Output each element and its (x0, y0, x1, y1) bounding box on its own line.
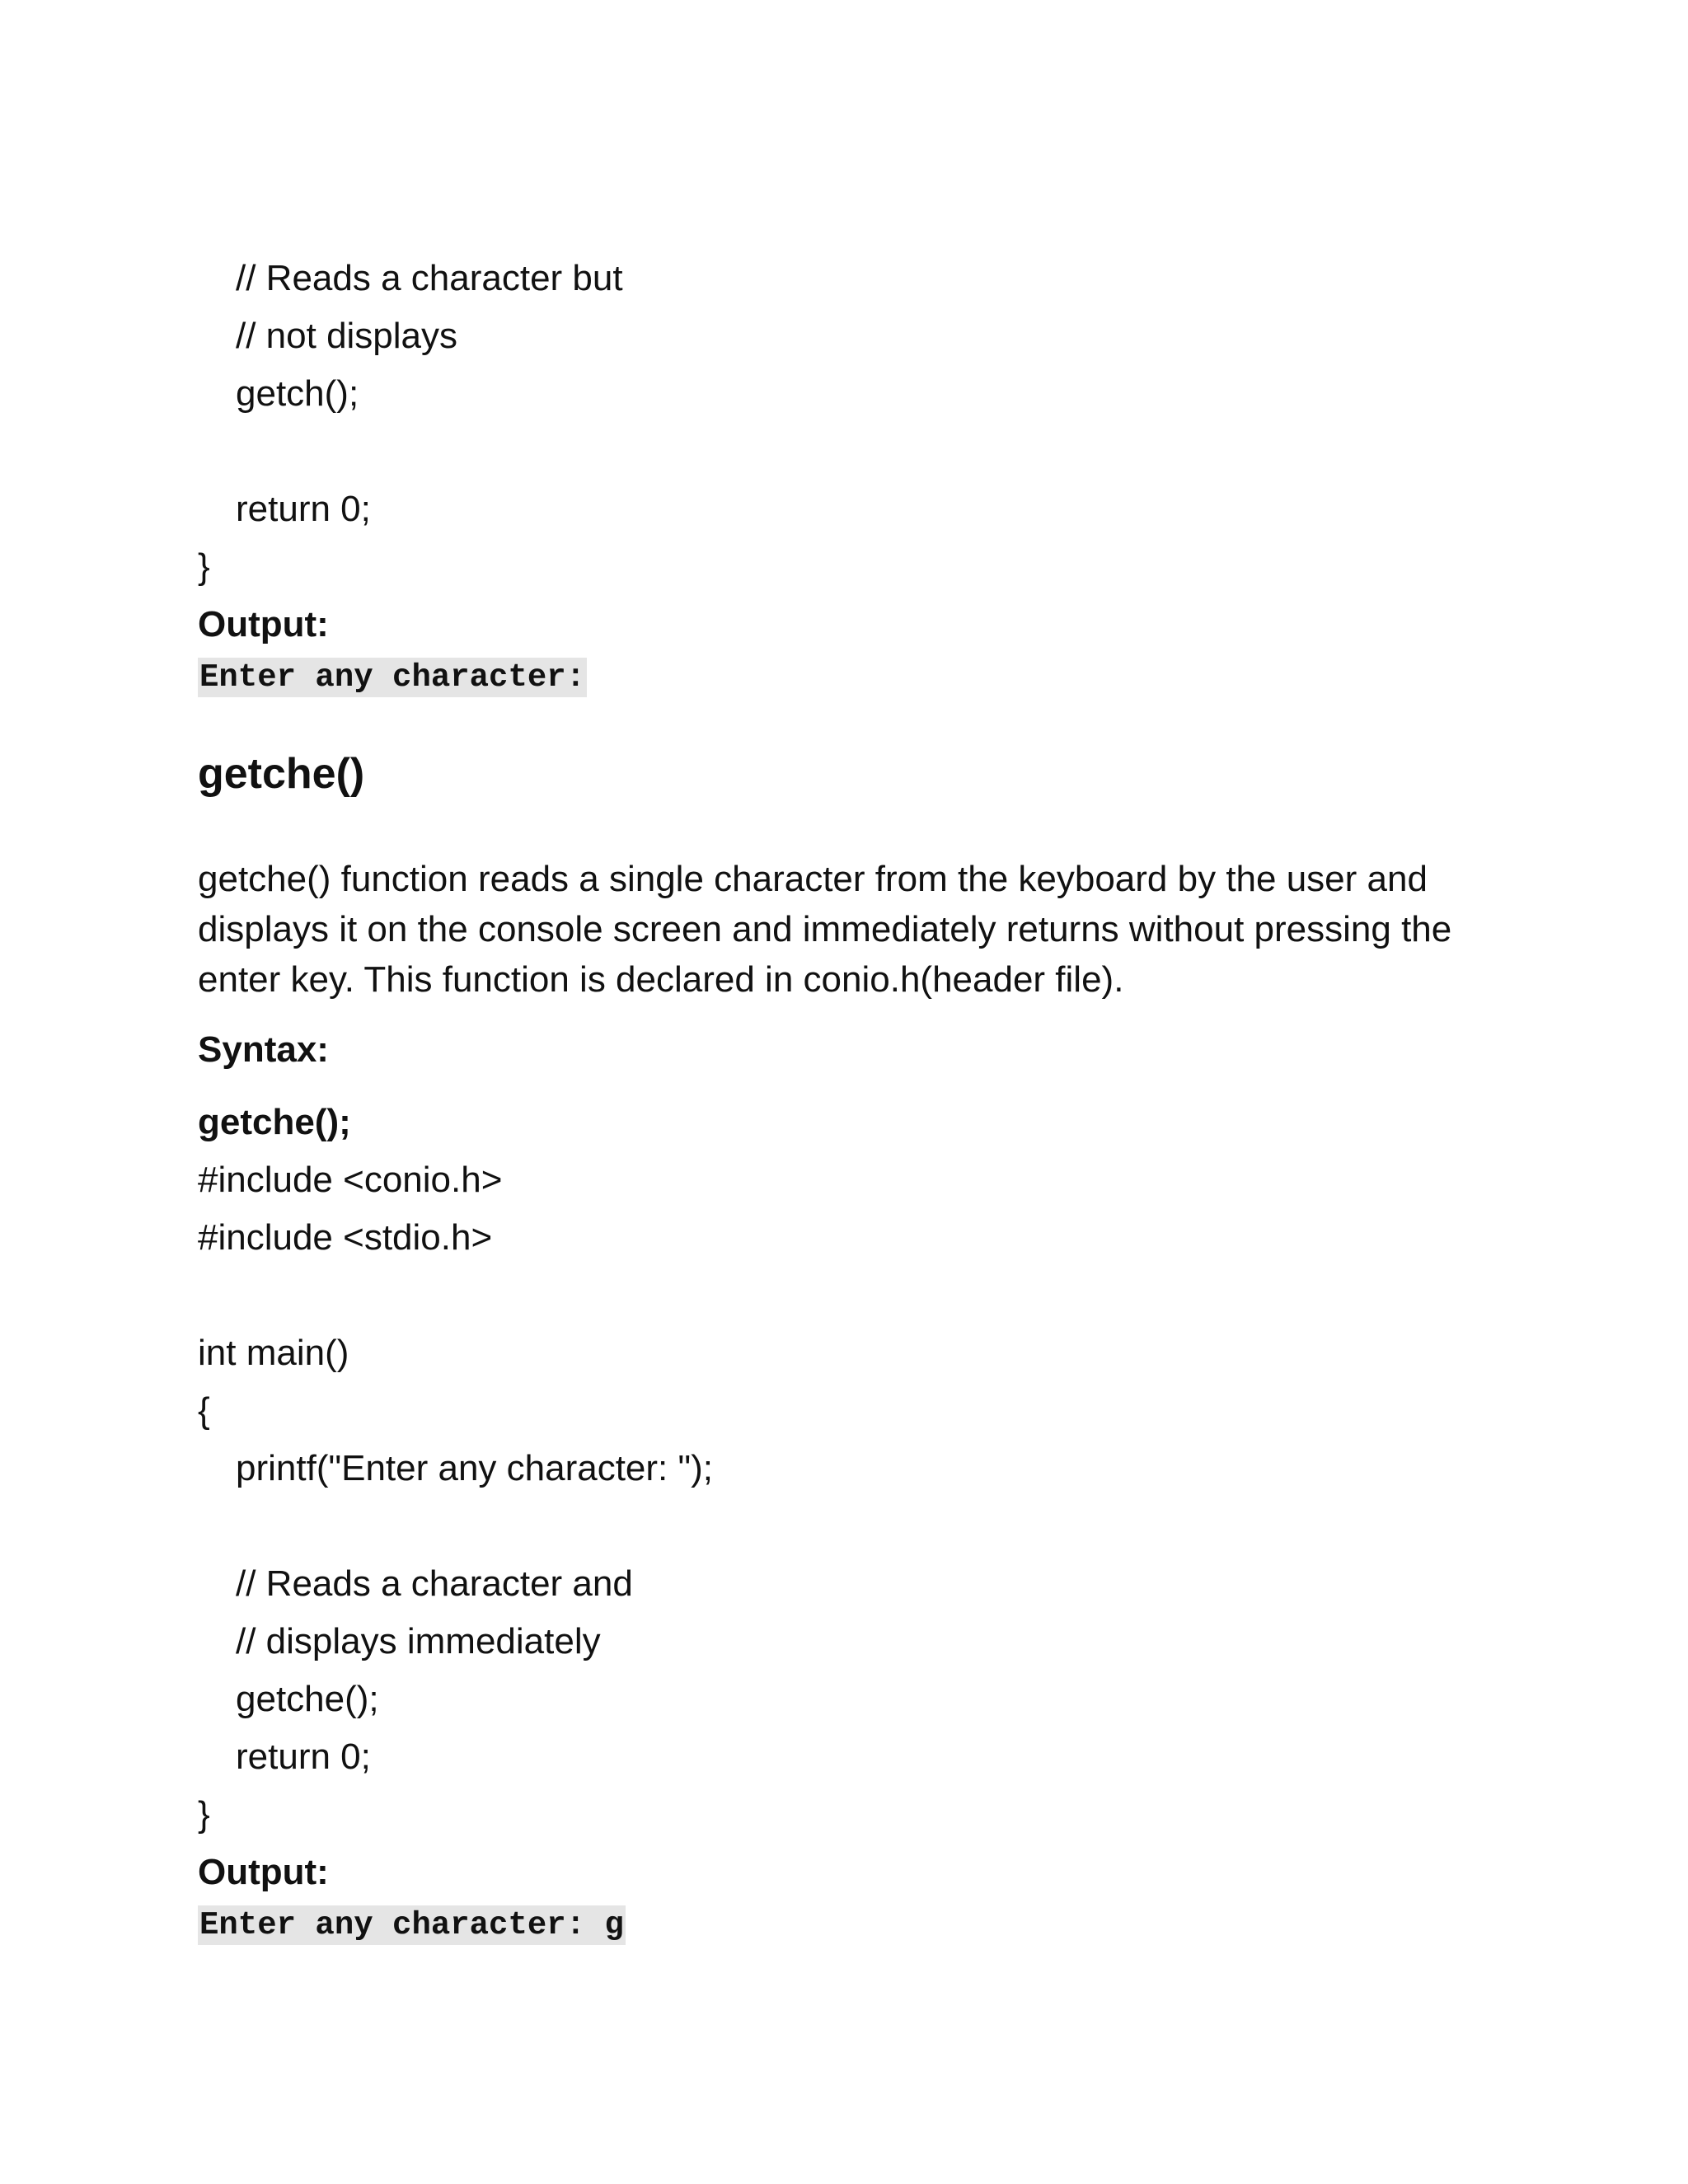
code-line-include-conio: #include <conio.h> (198, 1160, 503, 1200)
code-line-comment-2: // not displays (236, 316, 458, 356)
output-label: Output: (198, 1852, 329, 1892)
code-line-close-brace: } (198, 546, 210, 587)
section-heading: getche() (198, 750, 365, 798)
code-line-return: return 0; (236, 489, 371, 529)
syntax-label: Syntax: (198, 1029, 329, 1070)
code-line-return: return 0; (236, 1736, 371, 1777)
code-line-include-stdio: #include <stdio.h> (198, 1217, 493, 1258)
output-console-text: Enter any character: (199, 659, 586, 696)
description-paragraph: getche() function reads a single character from the keyboard by the user and displays it on the console screen and immediately returns without pressing the enter key. This function is declared in conio.h(header file). (198, 859, 1452, 1000)
code-line-comment-1: // Reads a character and (236, 1563, 633, 1604)
code-line-getch: getch(); (236, 373, 359, 414)
code-line-getche: getche(); (236, 1679, 379, 1719)
code-line-comment-1: // Reads a character but (236, 258, 623, 298)
code-line-open-brace: { (198, 1390, 210, 1431)
syntax-value: getche(); (198, 1102, 351, 1142)
output-console-text: Enter any character: g (199, 1907, 624, 1943)
code-line-printf: printf("Enter any character: "); (236, 1448, 714, 1488)
code-line-close-brace: } (198, 1794, 210, 1835)
code-line-int-main: int main() (198, 1333, 349, 1373)
output-label: Output: (198, 604, 329, 644)
code-line-comment-2: // displays immediately (236, 1621, 601, 1661)
